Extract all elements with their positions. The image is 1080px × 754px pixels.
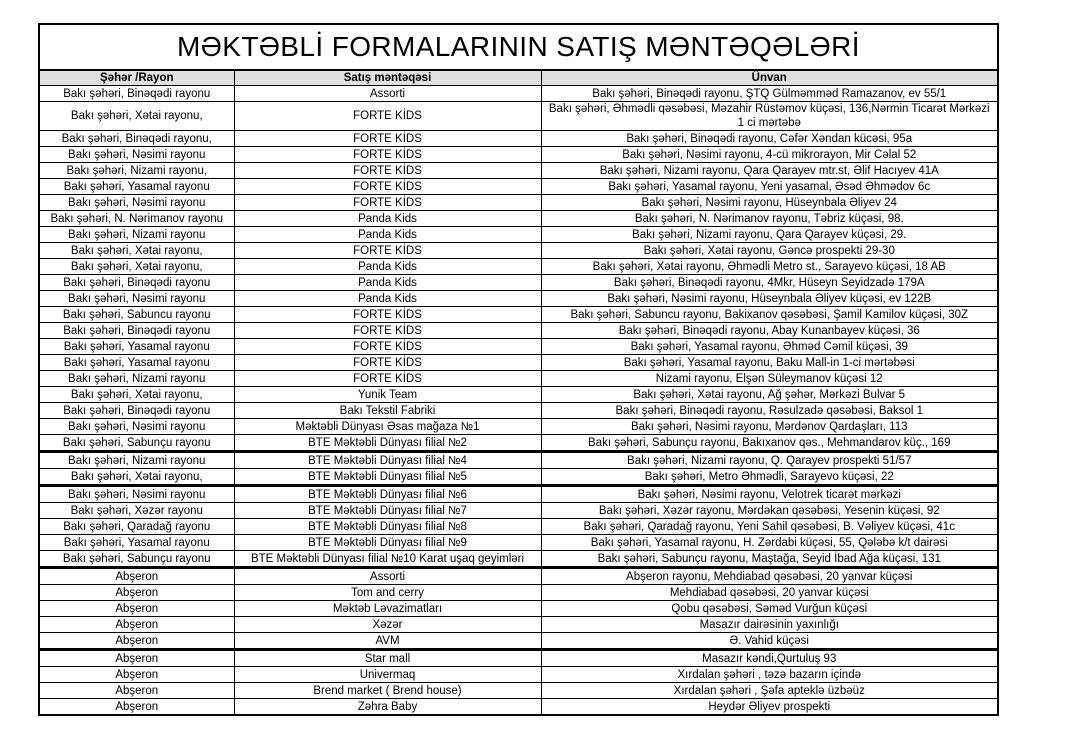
column-header-region: Şəhər /Rayon: [39, 70, 234, 86]
cell-address: Bakı şəhəri, Yasamal rayonu, H. Zərdabi küçəsi, 55, Qələbə k/t dairəsi: [541, 535, 998, 551]
document-sheet: [38, 23, 997, 716]
cell-address: Bakı şəhəri, Binəqədi rayonu, Cəfər Xəndan kücəsi, 95a: [541, 131, 998, 147]
cell-region: Bakı şəhəri, Yasamal rayonu: [39, 339, 234, 355]
cell-address: Xırdalan şəhəri , təzə bazarın içində: [541, 667, 998, 683]
table-row: [39, 699, 998, 716]
cell-region: Abşeron: [39, 699, 234, 716]
cell-address: Bakı şəhəri, Nəsimi rayonu, Hüseynbala Əliyev küçəsi, ev 122B: [541, 291, 998, 307]
cell-region: Bakı şəhəri, Xətai rayonu,: [39, 243, 234, 259]
cell-region: Abşeron: [39, 601, 234, 617]
table-row: [39, 163, 998, 179]
title-row: [39, 24, 998, 70]
cell-address: Nizami rayonu, Elşən Süleymanov küçəsi 12: [541, 371, 998, 387]
cell-region: Bakı şəhəri, Sabuncu rayonu: [39, 307, 234, 323]
table-row: [39, 355, 998, 371]
cell-store: BTE Məktəbli Dünyası filial №8: [234, 519, 541, 535]
cell-region: Bakı şəhəri, Binəqədi rayonu: [39, 275, 234, 291]
cell-address: Bakı şəhəri, Yasamal rayonu, Baku Mall-in 1-ci mərtəbəsi: [541, 355, 998, 371]
table-row: [39, 535, 998, 551]
cell-store: BTE Məktəbli Dünyası filial №4: [234, 452, 541, 469]
table-row: [39, 601, 998, 617]
table-row: [39, 275, 998, 291]
cell-store: FORTE KİDS: [234, 147, 541, 163]
cell-region: Bakı şəhəri, Yasamal rayonu: [39, 179, 234, 195]
cell-store: Panda Kids: [234, 291, 541, 307]
cell-store: Panda Kids: [234, 211, 541, 227]
cell-address: Bakı şəhəri, Nizami rayonu, Q. Qarayev prospekti 51/57: [541, 452, 998, 469]
cell-region: Bakı şəhəri, Nəsimi rayonu: [39, 147, 234, 163]
cell-region: Bakı şəhəri, Xətai rayonu,: [39, 102, 234, 131]
cell-store: Zəhra Baby: [234, 699, 541, 716]
table-row: [39, 486, 998, 503]
cell-store: BTE Məktəbli Dünyası filial №10 Karat uşaq geyimləri: [234, 551, 541, 568]
cell-region: Abşeron: [39, 617, 234, 633]
cell-address: Mehdiabad qəsəbəsi, 20 yanvar küçəsi: [541, 585, 998, 601]
page-title: MƏKTƏBLİ FORMALARININ SATIŞ MƏNTƏQƏLƏRİ: [39, 24, 998, 70]
table-row: [39, 633, 998, 650]
cell-store: BTE Məktəbli Dünyası filial №6: [234, 486, 541, 503]
cell-store: BTE Məktəbli Dünyası filial №2: [234, 435, 541, 452]
table-row: [39, 403, 998, 419]
cell-address: Bakı şəhəri, Sabuncu rayonu, Bakixanov qəsəbəsi, Şamil Kamilov küçəsi, 30Z: [541, 307, 998, 323]
cell-store: BTE Məktəbli Dünyası filial №7: [234, 503, 541, 519]
table-row: [39, 551, 998, 568]
cell-region: Bakı şəhəri, Yasamal rayonu: [39, 355, 234, 371]
cell-store: FORTE KİDS: [234, 179, 541, 195]
table-row: [39, 147, 998, 163]
cell-store: FORTE KİDS: [234, 323, 541, 339]
cell-address: Bakı şəhəri, Yasamal rayonu, Əhməd Cəmil küçəsi, 39: [541, 339, 998, 355]
cell-region: Bakı şəhəri, Xətai rayonu,: [39, 259, 234, 275]
cell-region: Bakı şəhəri, Binəqədi rayonu,: [39, 131, 234, 147]
table-row: [39, 323, 998, 339]
table-header-row: [39, 70, 998, 86]
cell-address: Heydər Əliyev prospekti: [541, 699, 998, 716]
cell-store: FORTE KİDS: [234, 371, 541, 387]
cell-address: Bakı şəhəri, Yasamal rayonu, Yeni yasamal, Əsəd Əhmədov 6c: [541, 179, 998, 195]
table-row: [39, 291, 998, 307]
cell-region: Bakı şəhəri, Binəqədi rayonu: [39, 86, 234, 102]
cell-region: Bakı şəhəri, Nəsimi rayonu: [39, 195, 234, 211]
cell-address: Qobu qəsəbəsi, Səməd Vurğun küçəsi: [541, 601, 998, 617]
cell-store: Panda Kids: [234, 259, 541, 275]
cell-region: Bakı şəhəri, Nəsimi rayonu: [39, 291, 234, 307]
cell-region: Bakı şəhəri, Sabunçu rayonu: [39, 435, 234, 452]
cell-address: Masazır dairəsinin yaxınlığı: [541, 617, 998, 633]
table-row: [39, 568, 998, 585]
cell-region: Bakı şəhəri, Nizami rayonu: [39, 371, 234, 387]
cell-region: Bakı şəhəri, Nəsimi rayonu: [39, 486, 234, 503]
cell-store: Məktəbli Dünyası Əsas mağaza №1: [234, 419, 541, 435]
table-row: [39, 503, 998, 519]
cell-region: Abşeron: [39, 650, 234, 667]
table-row: [39, 131, 998, 147]
cell-address: Bakı şəhəri, Xətai rayonu, Gəncə prospekti 29-30: [541, 243, 998, 259]
cell-region: Abşeron: [39, 667, 234, 683]
cell-store: FORTE KİDS: [234, 307, 541, 323]
cell-store: Xəzər: [234, 617, 541, 633]
table-row: [39, 683, 998, 699]
cell-address: Bakı şəhəri, Nəsimi rayonu, Hüseynbala Əliyev 24: [541, 195, 998, 211]
table-row: [39, 435, 998, 452]
cell-address: Bakı şəhəri, Nəsimi rayonu, Velotrek ticarət mərkəzi: [541, 486, 998, 503]
table-row: [39, 259, 998, 275]
cell-store: Panda Kids: [234, 275, 541, 291]
cell-address: Bakı şəhəri, Binəqədi rayonu, Rəsulzadə qəsəbəsi, Baksol 1: [541, 403, 998, 419]
cell-region: Bakı şəhəri, Xətai rayonu,: [39, 469, 234, 486]
table-row: [39, 667, 998, 683]
cell-address: Ə. Vahid küçəsi: [541, 633, 998, 650]
cell-address: Bakı şəhəri, Qaradağ rayonu, Yeni Sahil qəsəbəsi, B. Vəliyev küçəsi, 41c: [541, 519, 998, 535]
cell-store: FORTE KİDS: [234, 355, 541, 371]
cell-region: Bakı şəhəri, Nizami rayonu: [39, 227, 234, 243]
cell-store: Univermaq: [234, 667, 541, 683]
table-row: [39, 585, 998, 601]
cell-address: Bakı şəhəri, Sabunçu rayonu, Maştağa, Seyid İbad Ağa küçəsi, 131: [541, 551, 998, 568]
table-row: [39, 617, 998, 633]
cell-address: Bakı şəhəri, Nəsimi rayonu, Mərdənov Qardaşları, 113: [541, 419, 998, 435]
cell-region: Bakı şəhəri, Xətai rayonu,: [39, 387, 234, 403]
cell-store: FORTE KİDS: [234, 195, 541, 211]
cell-address: Bakı şəhəri, Binəqədi rayonu, ŞTQ Gülməmməd Ramazanov, ev 55/1: [541, 86, 998, 102]
cell-region: Abşeron: [39, 568, 234, 585]
cell-region: Bakı şəhəri, N. Nərimanov rayonu: [39, 211, 234, 227]
sales-points-table: [38, 23, 999, 716]
cell-address: Masazır kəndi,Qurtuluş 93: [541, 650, 998, 667]
cell-address: Bakı şəhəri, N. Nərimanov rayonu, Təbriz küçəsi, 98.: [541, 211, 998, 227]
table-row: [39, 419, 998, 435]
cell-address: Bakı şəhəri, Nizami rayonu, Qara Qarayev küçəsi, 29.: [541, 227, 998, 243]
cell-region: Bakı şəhəri, Nizami rayonu: [39, 452, 234, 469]
table-row: [39, 339, 998, 355]
cell-region: Abşeron: [39, 585, 234, 601]
cell-address: Bakı şəhəri, Xətai rayonu, Ağ şəhər, Mərkəzi Bulvar 5: [541, 387, 998, 403]
cell-store: Star mall: [234, 650, 541, 667]
table-row: [39, 307, 998, 323]
cell-store: BTE Məktəbli Dünyası filial №5: [234, 469, 541, 486]
cell-store: Panda Kids: [234, 227, 541, 243]
cell-region: Abşeron: [39, 633, 234, 650]
cell-address: Bakı şəhəri, Xəzər rayonu, Mərdəkan qəsəbəsi, Yesenin küçəsi, 92: [541, 503, 998, 519]
cell-store: Brend market ( Brend house): [234, 683, 541, 699]
cell-address: Bakı şəhəri, Nəsimi rayonu, 4-cü mikrorayon, Mir Cəlal 52: [541, 147, 998, 163]
cell-store: Bakı Tekstil Fabriki: [234, 403, 541, 419]
table-row: [39, 650, 998, 667]
cell-address: Bakı şəhəri, Binəqədi rayonu, Abay Kunanbayev küçəsi, 36: [541, 323, 998, 339]
cell-store: FORTE KİDS: [234, 243, 541, 259]
table-row: [39, 452, 998, 469]
table-row: [39, 387, 998, 403]
cell-address: Bakı şəhəri, Əhmədli qəsəbəsi, Məzahir Rüstəmov küçəsi, 136,Nərmin Ticarət Mərkəzi 1 ci mərtəbə: [541, 102, 998, 131]
cell-address: Bakı şəhəri, Binəqədi rayonu, 4Mkr, Hüseyn Seyidzadə 179A: [541, 275, 998, 291]
cell-address: Bakı şəhəri, Xətai rayonu, Əhmədli Metro st., Sarayevo küçəsi, 18 AB: [541, 259, 998, 275]
cell-store: BTE Məktəbli Dünyası filial №9: [234, 535, 541, 551]
table-body: [39, 86, 998, 716]
column-header-address: Ünvan: [541, 70, 998, 86]
table-row: [39, 195, 998, 211]
column-header-store: Satış məntəqəsi: [234, 70, 541, 86]
cell-store: Məktəb Ləvazimatları: [234, 601, 541, 617]
cell-region: Bakı şəhəri, Binəqədi rayonu: [39, 403, 234, 419]
cell-store: AVM: [234, 633, 541, 650]
table-row: [39, 102, 998, 131]
cell-address: Abşeron rayonu, Mehdiabad qəsəbəsi, 20 yanvar küçəsi: [541, 568, 998, 585]
cell-store: FORTE KİDS: [234, 163, 541, 179]
cell-region: Bakı şəhəri, Nizami rayonu,: [39, 163, 234, 179]
cell-store: FORTE KİDS: [234, 102, 541, 131]
cell-address: Bakı şəhəri, Nizami rayonu, Qara Qarayev mtr.st, Əlif Hacıyev 41A: [541, 163, 998, 179]
cell-store: FORTE KİDS: [234, 339, 541, 355]
table-row: [39, 86, 998, 102]
table-row: [39, 179, 998, 195]
cell-store: Assorti: [234, 86, 541, 102]
cell-region: Bakı şəhəri, Binəqədi rayonu: [39, 323, 234, 339]
cell-region: Abşeron: [39, 683, 234, 699]
cell-region: Bakı şəhəri, Sabunçu rayonu: [39, 551, 234, 568]
cell-store: Assorti: [234, 568, 541, 585]
cell-address: Bakı şəhəri, Sabunçu rayonu, Bakıxanov qəs., Mehmandarov küç., 169: [541, 435, 998, 452]
cell-address: Xırdalan şəhəri , Şəfa apteklə üzbəüz: [541, 683, 998, 699]
cell-region: Bakı şəhəri, Xəzər rayonu: [39, 503, 234, 519]
table-row: [39, 227, 998, 243]
table-row: [39, 469, 998, 486]
table-row: [39, 243, 998, 259]
cell-region: Bakı şəhəri, Qaradağ rayonu: [39, 519, 234, 535]
cell-address: Bakı şəhəri, Metro Əhmədli, Sarayevo küçəsi, 22: [541, 469, 998, 486]
cell-store: Tom and cerry: [234, 585, 541, 601]
cell-region: Bakı şəhəri, Nəsimi rayonu: [39, 419, 234, 435]
cell-region: Bakı şəhəri, Yasamal rayonu: [39, 535, 234, 551]
table-row: [39, 519, 998, 535]
table-row: [39, 211, 998, 227]
table-row: [39, 371, 998, 387]
cell-store: FORTE KİDS: [234, 131, 541, 147]
cell-store: Yunik Team: [234, 387, 541, 403]
